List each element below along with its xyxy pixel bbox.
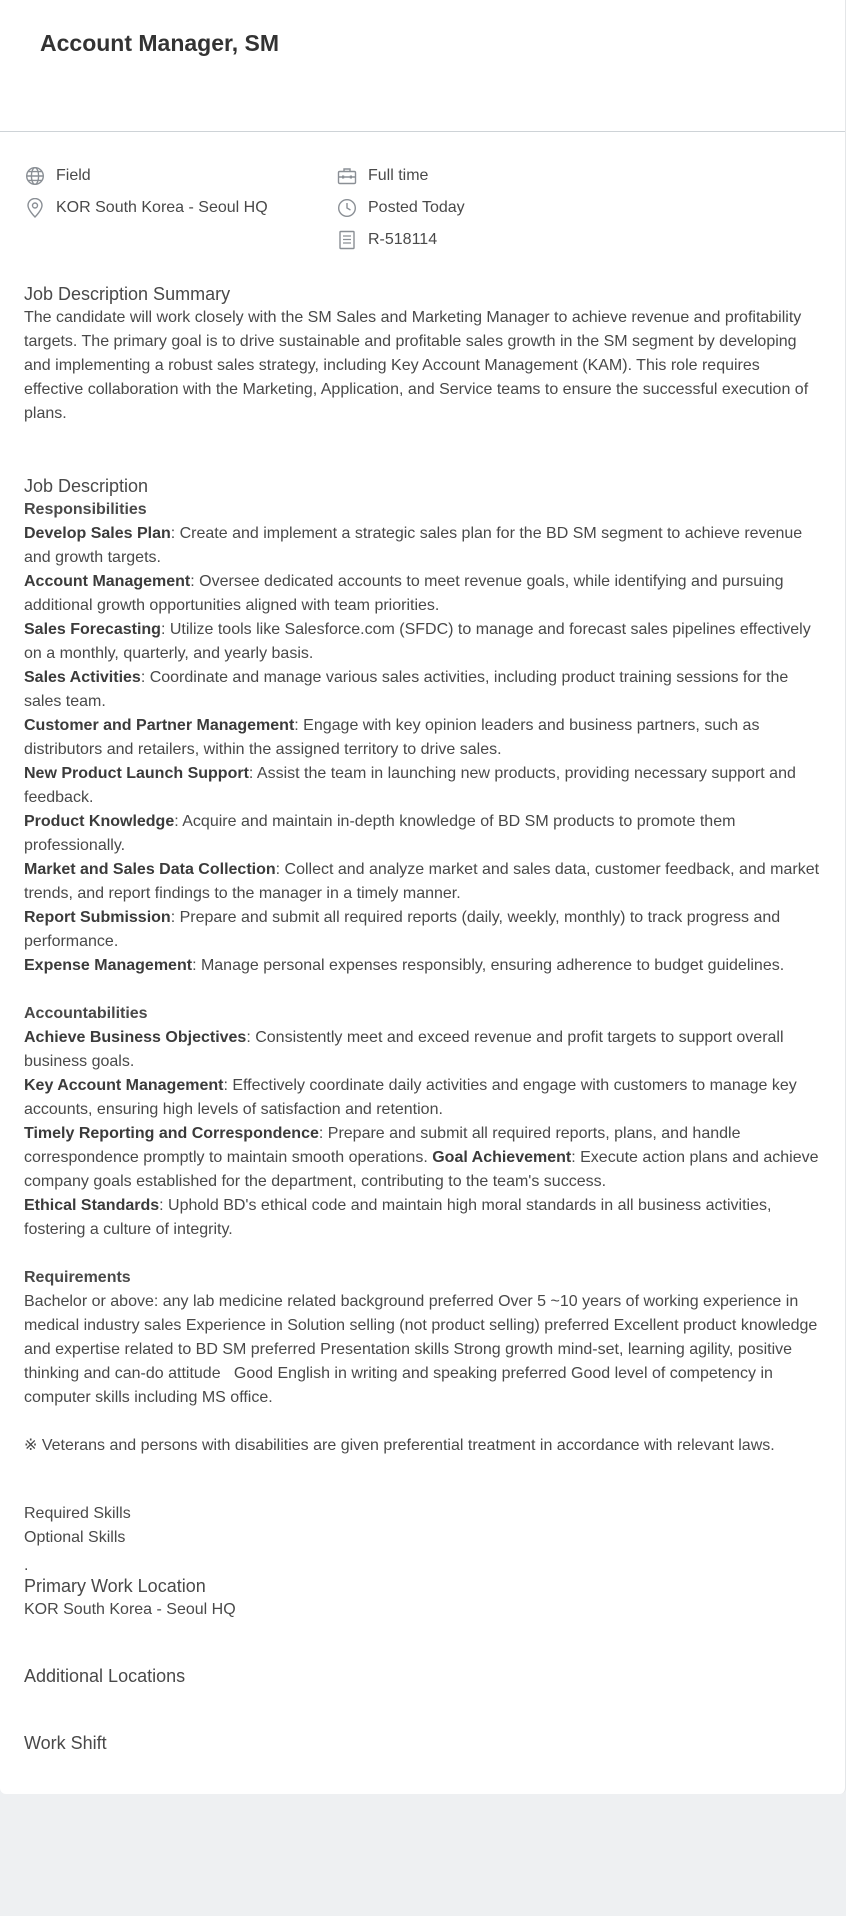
list-item-term: Expense Management: [24, 957, 193, 974]
list-item-term: Sales Activities: [24, 669, 141, 686]
globe-icon: [24, 165, 46, 187]
meta-location-type: [24, 164, 91, 188]
skills-separator-dot: .: [24, 1557, 29, 1574]
meta-posted: [336, 196, 465, 220]
list-item-term: Develop Sales Plan: [24, 525, 171, 542]
list-item-term: Customer and Partner Management: [24, 717, 295, 734]
optional-skills-label: Optional Skills: [24, 1529, 126, 1546]
list-item: [24, 1026, 820, 1074]
accountabilities-heading: Accountabilities: [24, 1005, 148, 1022]
list-item-text: : Utilize tools like Salesforce.com (SFDC) to manage and forecast sales pipelines effectively on a monthly, quarterly, and yearly basis.: [24, 621, 811, 662]
list-item-text: : Engage with key opinion leaders and business partners, such as distributors and retailers, within the assigned territory to drive sales.: [24, 717, 760, 758]
list-item-term: Ethical Standards: [24, 1197, 160, 1214]
meta-location-text: KOR South Korea - Seoul HQ: [56, 199, 268, 216]
meta-requisition-id-text: R-518114: [368, 231, 438, 248]
briefcase-icon: [336, 165, 358, 187]
list-item-term: Timely Reporting and Correspondence: [24, 1125, 319, 1142]
primary-location-value: KOR South Korea - Seoul HQ: [24, 1601, 236, 1618]
requirements-heading: Requirements: [24, 1269, 131, 1286]
title-bar: [0, 0, 845, 132]
summary-text: The candidate will work closely with the SM Sales and Marketing Manager to achieve revenue and profitability targets. The primary goal is to drive sustainable and profitable sales growth in the SM segment by developing and implementing a robust sales strategy, including Key Account Management (KAM). This role requires effective collaboration with the Marketing, Application, and Service teams to ensure the successful execution of plans.: [24, 309, 809, 422]
clock-icon: [336, 197, 358, 219]
list-item-term: Market and Sales Data Collection: [24, 861, 276, 878]
list-item: [24, 570, 820, 618]
list-item: [24, 858, 820, 906]
list-item-text: : Collect and analyze market and sales data, customer feedback, and market trends, and report findings to the manager in a timely manner.: [24, 861, 820, 902]
additional-locations-heading: Additional Locations: [24, 1666, 186, 1686]
meta-employment-type-text: Full time: [368, 167, 429, 184]
meta-employment-type: [336, 164, 428, 188]
required-skills-label: Required Skills: [24, 1505, 131, 1522]
document-icon: [336, 229, 358, 251]
responsibilities-heading: Responsibilities: [24, 501, 147, 518]
list-item-text: : Assist the team in launching new products, providing necessary support and feedback.: [24, 765, 796, 806]
meta-location: [24, 196, 268, 220]
list-item-term: Product Knowledge: [24, 813, 175, 830]
list-item: [24, 954, 820, 978]
list-item-text: : Prepare and submit all required reports (daily, weekly, monthly) to track progress and performance.: [24, 909, 781, 950]
map-pin-icon: [24, 197, 46, 219]
list-item-term: Key Account Management: [24, 1077, 224, 1094]
list-item-text: : Coordinate and manage various sales activities, including product training sessions for the sales team.: [24, 669, 789, 710]
list-item: [24, 522, 820, 570]
list-item-term: Account Management: [24, 573, 191, 590]
accountabilities-list: [24, 1026, 820, 1242]
description-heading: Job Description: [24, 476, 149, 496]
list-item-term: Goal Achievement: [432, 1149, 572, 1166]
list-item: [24, 1074, 820, 1122]
list-item-text: : Prepare and submit all required reports, plans, and handle correspondence promptly to maintain smooth operations.: [24, 1125, 741, 1166]
list-item-text: : Acquire and maintain in-depth knowledge of BD SM products to promote them professionally.: [24, 813, 736, 854]
list-item-text: : Create and implement a strategic sales plan for the BD SM segment to achieve revenue and growth targets.: [24, 525, 803, 566]
primary-location-heading: Primary Work Location: [24, 1576, 206, 1596]
list-item: [24, 618, 820, 666]
preferential-treatment-note: ※ Veterans and persons with disabilities are given preferential treatment in accordance with relevant laws.: [24, 1437, 775, 1454]
list-item-term: Report Submission: [24, 909, 171, 926]
list-item: [24, 1122, 820, 1194]
list-item: [24, 666, 820, 714]
meta-requisition-id: [336, 228, 437, 252]
list-item-text: : Uphold BD's ethical code and maintain high moral standards in all business activities, fostering a culture of integrity.: [24, 1197, 772, 1238]
list-item: [24, 906, 820, 954]
list-item: [24, 810, 820, 858]
list-item-text: : Manage personal expenses responsibly, ensuring adherence to budget guidelines.: [192, 957, 785, 974]
list-item: [24, 714, 820, 762]
meta-location-type-text: Field: [56, 167, 91, 184]
list-item-text: : Effectively coordinate daily activities and engage with customers to manage key accounts, ensuring high levels of satisfaction and retention.: [24, 1077, 797, 1118]
list-item-text: : Execute action plans and achieve company goals established for the department, contributing to the team's success.: [24, 1149, 819, 1190]
job-title: Account Manager, SM: [40, 30, 279, 56]
list-item-term: Achieve Business Objectives: [24, 1029, 247, 1046]
requirements-text: Bachelor or above: any lab medicine related background preferred Over 5 ~10 years of working experience in medical industry sales Experience in Solution selling (not product selling) preferred Excellent product knowledge and expertise related to BD SM preferred Presentation skills Strong growth mind-set, learning agility, positive thinking and can-do attitude Good English in writing and speaking preferred Good level of competency in computer skills including MS office.: [24, 1293, 822, 1406]
responsibilities-list: [24, 522, 820, 978]
job-meta: [24, 160, 824, 260]
list-item: [24, 762, 820, 810]
list-item-text: : Consistently meet and exceed revenue and profit targets to support overall business goals.: [24, 1029, 784, 1070]
list-item-term: Sales Forecasting: [24, 621, 161, 638]
work-shift-heading: Work Shift: [24, 1733, 107, 1753]
meta-posted-text: Posted Today: [368, 199, 465, 216]
job-content: [24, 282, 820, 1755]
list-item-term: New Product Launch Support: [24, 765, 249, 782]
list-item-text: : Oversee dedicated accounts to meet revenue goals, while identifying and pursuing additional growth opportunities aligned with team priorities.: [24, 573, 784, 614]
summary-heading: Job Description Summary: [24, 284, 231, 304]
list-item: [24, 1194, 820, 1242]
